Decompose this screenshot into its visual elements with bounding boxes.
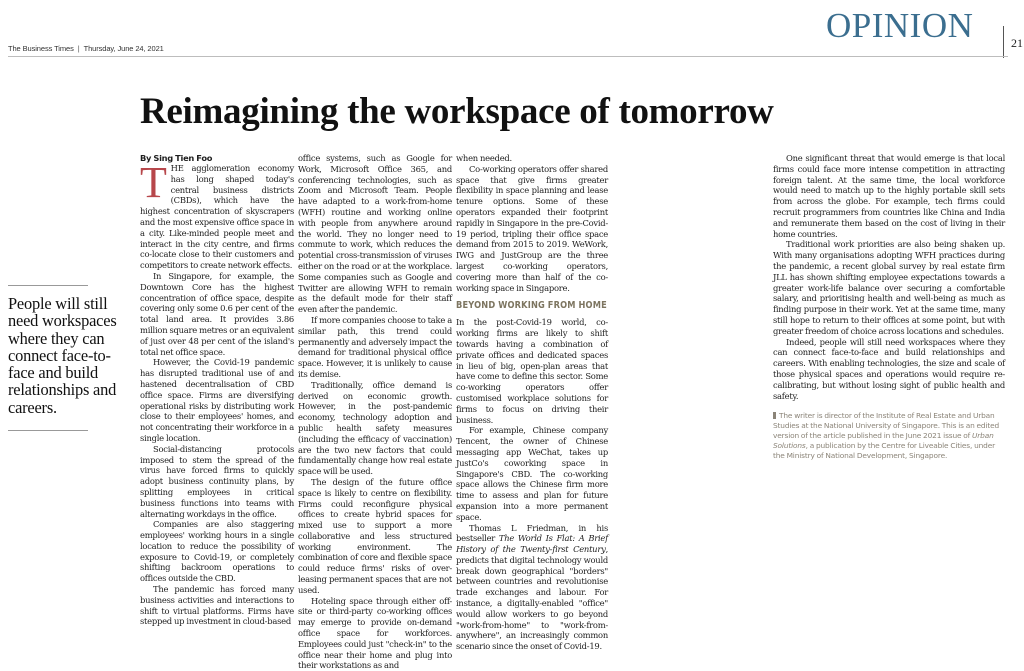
pull-quote bbox=[8, 285, 136, 431]
publication-line bbox=[8, 44, 164, 53]
paragraph bbox=[456, 523, 608, 653]
footnote-text: , a publication by the Centre for Liveable Cities, under the Ministry of National Development, Singapore. bbox=[773, 440, 995, 460]
article-column-5 bbox=[773, 153, 1005, 460]
paragraph-text: when needed. bbox=[456, 153, 512, 163]
paragraph-continued bbox=[456, 153, 608, 164]
article-column-3 bbox=[456, 153, 608, 652]
book-title: The World Is Flat: A Brief History of the Twenty-first Century bbox=[456, 533, 608, 555]
section-subhead: BEYOND WORKING FROM HOME bbox=[456, 300, 607, 312]
paragraph-text: office systems, such as Google for Work, Microsoft Office 365, and conferencing technologies, such as Zoom and Microsoft Team. People have adapted to a work-from-home (WFH) routine and working online with people from anywhere around the world. They no longer need to commute to work, which reduces the potential cross-transmission of viruses either on the road or at the workplace. Some companies such as Google and Twitter are allowing WFH to remain as the default mode for their staff even after the pandemic. bbox=[298, 153, 452, 315]
paragraph-text: HE agglomeration economy has long shaped today's central business districts (CBDs), which have the highest concentration of skyscrapers and the most expensive office space in a city. Like-minded people meet and interact in the city centre, and firms co-locate close to their customers and competitors to create network effects. bbox=[140, 163, 294, 271]
paragraph: Traditional work priorities are also being shaken up. With many organisations adopting WFH practices during the pandemic, a recent global survey by real estate firm JLL has shown shifting employee expectations towards a greater work-life balance over securing a comfortable salary, and prioritising health and well-being as much as finding purpose in their work. Yet at the same time, many still hope to return to their offices at some point, but with greater freedom of choice across locations and schedules. bbox=[773, 239, 1005, 336]
paragraph: If more companies choose to take a similar path, this trend could permanently and adversely impact the demand for traditional physical office space. However, it is unlikely to cause its demise. bbox=[298, 314, 452, 379]
paragraph-text: , predicts that digital technology would break down geographical "borders" between countries and revolutionise trade exchanges and labour. For instance, a digitally-enabled "office" would allow workers to go beyond "work-from-home" to "work-from-anywhere", an increasingly common scenario since the onset of Covid-19. bbox=[456, 544, 608, 652]
footnote-marker bbox=[773, 412, 776, 419]
paragraph: The design of the future office space is likely to centre on flexibility. Firms could reconfigure physical offices to create hybrid spaces for mixed use to support a more collaborative and less structured working environment. The combination of core and flexible space could reduce firms' risks of over-leasing permanent spaces that are not used. bbox=[298, 476, 452, 595]
page-number-divider bbox=[1003, 26, 1004, 58]
paragraph: Companies are also staggering employees' working hours in a single location to reduce the possibility of exposure to Covid-19, or completely shifting backroom operations to offices outside the CBD. bbox=[140, 519, 294, 584]
paragraph: In the post-Covid-19 world, co-working firms are likely to shift towards having a combination of private offices and dedicated spaces in lieu of big, open-plan areas that have come to define this sector. Some co-working operators offer customised workplace solutions for firms to focus on driving their business. bbox=[456, 317, 608, 425]
publication-date: Thursday, June 24, 2021 bbox=[83, 44, 164, 53]
masthead bbox=[8, 0, 1023, 58]
separator: | bbox=[77, 44, 80, 53]
article-headline: Reimagining the workspace of tomorrow bbox=[140, 91, 774, 132]
pull-quote-top-rule bbox=[8, 285, 88, 286]
footnote-text: The writer is director of the Institute of Real Estate and Urban Studies at the National University of Singapore. This is an edited version of the article published in the June 2021 issue of bbox=[773, 411, 1000, 440]
author-footnote bbox=[773, 411, 1005, 460]
paragraph bbox=[298, 596, 452, 671]
paragraph: In Singapore, for example, the Downtown Core has the highest concentration of office space, despite covering only some 0.6 per cent of the total land area. It provides 3.86 million square metres or an equivalent of just over 48 per cent of the island's total net office space. bbox=[140, 270, 294, 357]
article-column-1 bbox=[140, 153, 294, 627]
publication-name: The Business Times bbox=[8, 44, 74, 53]
footnote-publication: Urban Solutions bbox=[773, 430, 994, 450]
masthead-rule bbox=[8, 56, 1008, 57]
paragraph-text: The pandemic has forced many business activities and interactions to shift to virtual platforms. Firms have stepped up investment in cloud-based bbox=[140, 584, 294, 627]
paragraph: However, the Covid-19 pandemic has disrupted traditional use of and hastened decentralisation of CBD office space. Firms are diversifying operational risks by distributing work close to their employees' homes, and not concentrating their workforce in a single location. bbox=[140, 357, 294, 443]
paragraph-continued bbox=[298, 153, 452, 315]
article-column-2 bbox=[298, 153, 452, 671]
section-title: OPINION bbox=[826, 6, 974, 45]
pull-quote-bottom-rule bbox=[8, 430, 88, 431]
pull-quote-text: People will still need workspaces where they can connect face-to-face and build relationships and careers. bbox=[8, 294, 117, 417]
paragraph bbox=[140, 584, 294, 627]
drop-cap: T bbox=[140, 158, 167, 207]
paragraph: Social-distancing protocols imposed to stem the spread of the virus have forced firms to quickly adopt business continuity plans, by splitting employees in critical business functions into teams with alternating workdays in the office. bbox=[140, 443, 294, 519]
page-number: 21 bbox=[1011, 36, 1023, 50]
paragraph: Indeed, people will still need workspaces where they can connect face-to-face and build relationships and careers. With enabling technologies, the size and scale of those physical spaces and operations would require re-calibrating, but without losing sight of public health and safety. bbox=[773, 336, 1005, 401]
paragraph: Co-working operators offer shared space that give firms greater flexibility in space planning and lease tenure options. Some of these operators expanded their footprint rapidly in Singapore in the pre-Covid-19 period, tripling their office space demand from 2015 to 2019. WeWork, IWG and JustGroup are the three largest co-working operators, covering more than half of the co-working space in Singapore. bbox=[456, 163, 608, 293]
paragraph: One significant threat that would emerge is that local firms could face more intense competition in attracting foreign talent. At the same time, the local workforce would need to match up to the highly portable skill sets from across the globe. For example, tech firms could recruit programmers from countries like China and India and remunerate them based on the cost of living in their home countries. bbox=[773, 153, 1005, 239]
paragraph-text: Thomas L Friedman, in his bestseller bbox=[456, 522, 608, 544]
paragraph: For example, Chinese company Tencent, the owner of Chinese messaging app WeChat, takes up JustCo's coworking space in Singapore's CBD. The co-working space allows the Chinese firm more time to assess and plan for future expansion into a more permanent space. bbox=[456, 425, 608, 522]
paragraph-text: Hoteling space through either off-site or third-party co-working offices may emerge to provide on-demand office space for workforces. Employees could just "check-in" to the office near their home and plug into their workstations as and bbox=[298, 595, 452, 671]
byline: By Sing Tien Foo bbox=[140, 153, 213, 163]
paragraph: Traditionally, office demand is derived on economic growth. However, in the post-pandemic economy, technology adoption and public health safety measures (including the efficacy of vaccination) are the two new factors that could fundamentally change how real estate space will be used. bbox=[298, 379, 452, 477]
